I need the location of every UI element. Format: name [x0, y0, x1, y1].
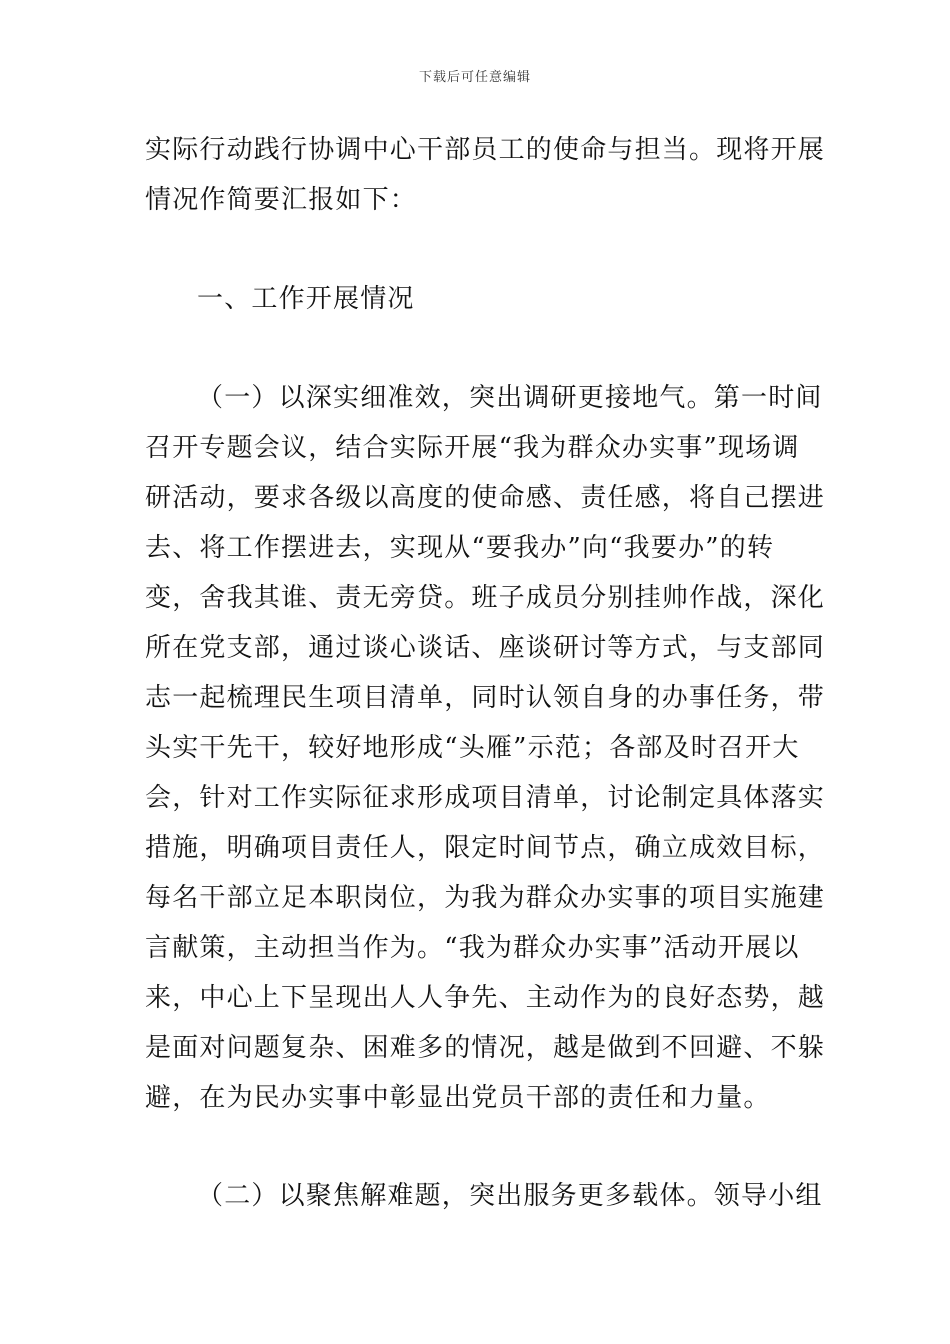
paragraph-line: 召开专题会议，结合实际开展“我为群众办实事”现场调 — [145, 433, 800, 463]
paragraph-line: 措施，明确项目责任人，限定时间节点，确立成效目标， — [145, 833, 826, 863]
paragraph-line: 变，舍我其谁、责无旁贷。班子成员分别挂帅作战，深化 — [145, 583, 826, 613]
header-note: 下载后可任意编辑 — [418, 70, 531, 85]
paragraph-line: 去、将工作摆进去，实现从“要我办”向“我要办”的转 — [145, 533, 775, 563]
paragraph-line: 志一起梳理民生项目清单，同时认领自身的办事任务，带 — [145, 683, 826, 713]
paragraph-line: 来，中心上下呈现出人人争先、主动作为的良好态势，越 — [145, 983, 826, 1013]
paragraph-line: 避，在为民办实事中彰显出党员干部的责任和力量。 — [145, 1083, 771, 1113]
intro-line: 情况作简要汇报如下： — [145, 185, 418, 215]
intro-line: 实际行动践行协调中心干部员工的使命与担当。现将开展 — [145, 135, 826, 165]
paragraph-1 — [145, 373, 826, 1123]
section-heading-text: 一、工作开展情况 — [197, 284, 415, 314]
paragraph-line: 每名干部立足本职岗位，为我为群众办实事的项目实施建 — [145, 883, 826, 913]
paragraph-line: 言献策，主动担当作为。“我为群众办实事”活动开展以 — [145, 933, 800, 963]
paragraph-line: （二）以聚焦解难题，突出服务更多载体。领导小组 — [197, 1181, 823, 1211]
paragraph-line: 会，针对工作实际征求形成项目清单，讨论制定具体落实 — [145, 783, 826, 813]
paragraph-line: 头实干先干，较好地形成“头雁”示范；各部及时召开大 — [145, 733, 800, 763]
paragraph-line: 研活动，要求各级以高度的使命感、责任感，将自己摆进 — [145, 483, 826, 513]
paragraph-2 — [145, 1171, 823, 1221]
paragraph-line: 所在党支部，通过谈心谈话、座谈研讨等方式，与支部同 — [145, 633, 826, 663]
paragraph-line: 是面对问题复杂、困难多的情况，越是做到不回避、不躲 — [145, 1033, 826, 1063]
intro-paragraph — [145, 125, 826, 225]
section-heading — [145, 274, 807, 324]
paragraph-line: （一）以深实细准效，突出调研更接地气。第一时间 — [197, 383, 823, 413]
